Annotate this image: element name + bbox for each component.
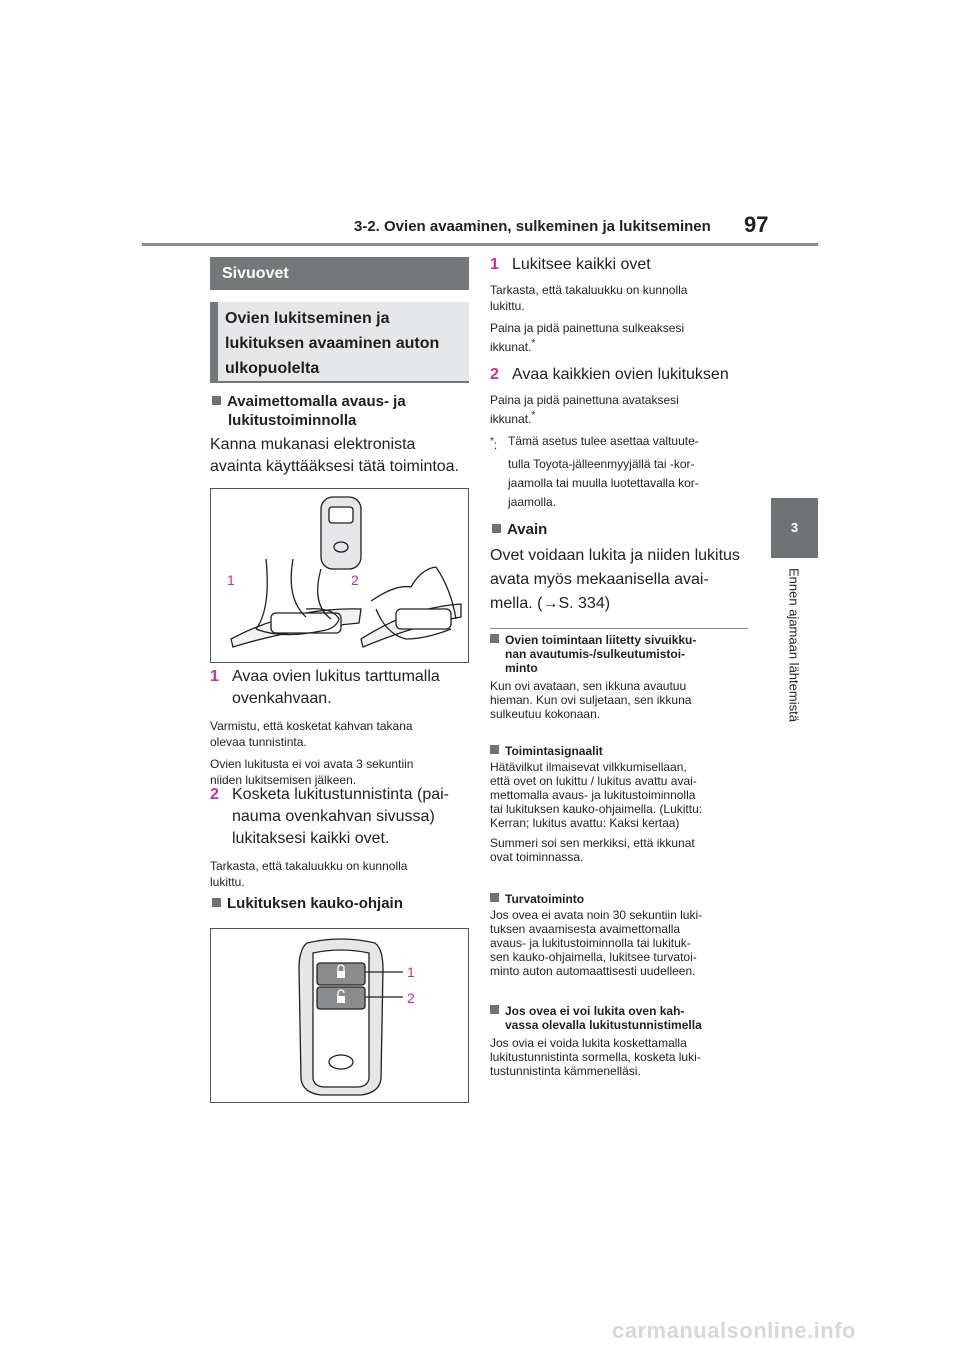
chapter-tab[interactable]: 3 — [771, 498, 818, 558]
smart-entry-text: Kanna mukanasi elektronista avainta käyttääksesi tätä toimintoa. — [210, 436, 460, 475]
key-text: Ovet voidaan lukita ja niiden lukitus avata myös mekaanisella avai- mella. (→S. 334) — [490, 547, 740, 612]
square-bullet-icon — [490, 634, 499, 643]
square-bullet-icon — [492, 524, 501, 533]
door-handle-illustration — [211, 489, 468, 662]
remote-figure — [210, 928, 469, 1103]
remote-illustration — [211, 929, 468, 1102]
fig2-label-1: 1 — [407, 964, 415, 980]
fig1-label-2: 2 — [351, 572, 359, 588]
square-bullet-icon — [490, 745, 499, 754]
chapter-name: Ennen ajamaan lähtemistä — [786, 568, 802, 722]
note-signals: Toimintasignaalit Hätävilkut ilmaisevat vilkkumisellaan, että ovet on lukittu / lukitus avattu avai- mettomalla avaus- ja lukitustoiminnolla tai lukituksen kauko-ohjaimella. (Lukittu: Kerran; lukitus avattu: Kaksi kertaa) Summeri soi sen merkiksi, että ikkunat ovat toiminnassa. — [490, 744, 703, 864]
square-bullet-icon — [490, 893, 499, 902]
square-bullet-icon — [490, 1005, 499, 1014]
note-window-function: Ovien toimintaan liitetty sivuikku- nan avautumis-/sulkeutumistoi- minto Kun ovi avataan, sen ikkuna avautuu hieman. Kun ovi suljetaan, sen ikkuna sulkeutuu kokonaan. — [490, 633, 697, 721]
header-rule — [142, 243, 818, 246]
note-sensor: Jos ovea ei voi lukita oven kah- vassa olevalla lukitustunnistimella Jos ovia ei voida lukita koskettamalla lukitustunnistinta sormella, kosketa luki- tustunnistinta kämmenelläsi. — [490, 1004, 702, 1078]
door-handle-figure — [210, 488, 469, 663]
key-heading: Avain — [492, 520, 547, 539]
left-step-2: 2 Kosketa lukitustunnistinta (pai- nauma ovenkahvan sivussa) lukitaksesi kaikki ovet. Tarkasta, että takaluukku on kunnolla lukittu. — [210, 786, 449, 889]
note-security: Turvatoiminto Jos ovea ei avata noin 30 sekuntiin luki- tuksen avaamisesta avaimettomalla avaus- ja lukitustoiminnolla tai lukituk- sen kauko-ohjaimella, lukitsee turvatoi- minto auton automaattisesti uudelleen. — [490, 892, 703, 978]
remote-heading: Lukituksen kauko-ohjain — [212, 894, 403, 913]
smart-entry-heading: Avaimettomalla avaus- ja lukitustoiminnolla — [212, 392, 406, 430]
main-heading: Sivuovet — [210, 257, 469, 290]
right-step-2: 2 Avaa kaikkien ovien lukituksen Paina ja pidä painettuna avataksesi ikkunat.* — [490, 366, 729, 426]
right-step-1: 1 Lukitsee kaikki ovet Tarkasta, että takaluukku on kunnolla lukittu. Paina ja pidä painettuna sulkeaksesi ikkunat.* — [490, 256, 688, 354]
footnote: *: Tämä asetus tulee asettaa valtuute- tulla Toyota-jälleenmyyjällä tai -kor- jaamolla tai muulla luotettavalla kor- jaamolla. — [490, 434, 699, 509]
left-step-1: 1 Avaa ovien lukitus tarttumalla ovenkahvaan. Varmistu, että kosketat kahvan takana olevaa tunnistinta. Ovien lukitusta ei voi avata 3 sekuntiin niiden lukitsemisen jälkeen. — [210, 668, 440, 787]
subheading: Ovien lukitseminen ja lukituksen avaaminen auton ulkopuolelta — [210, 302, 469, 383]
page-reference-link[interactable]: S. 334) — [558, 595, 611, 612]
arrow-icon: → — [542, 595, 559, 612]
square-bullet-icon — [212, 396, 221, 405]
page-number: 97 — [744, 212, 769, 237]
watermark: carmanualsonline.info — [612, 1318, 856, 1343]
section-title: 3-2. Ovien avaaminen, sulkeminen ja lukitseminen — [354, 218, 711, 235]
square-bullet-icon — [212, 898, 221, 907]
fig2-label-2: 2 — [407, 990, 415, 1006]
note-divider — [490, 628, 748, 629]
fig1-label-1: 1 — [227, 572, 235, 588]
